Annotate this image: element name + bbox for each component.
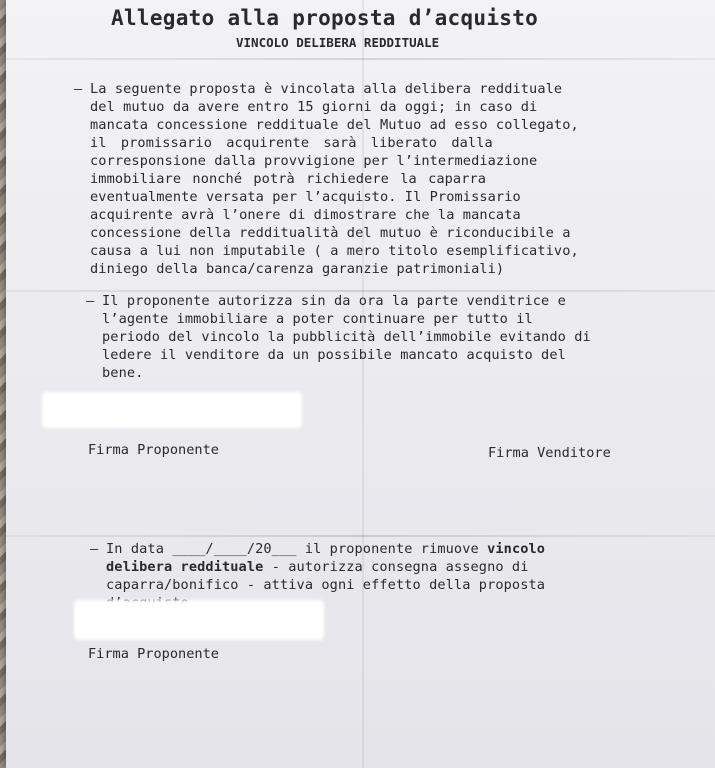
bold-text: delibera reddituale xyxy=(106,559,264,575)
paper-fold xyxy=(6,58,715,60)
bullet-marker: – xyxy=(90,541,99,557)
paragraph-line: immobiliare nonché potrà richiedere la caparra xyxy=(90,171,487,187)
paragraph-line: periodo del vincolo la pubblicità dell’immobile evitando di xyxy=(102,329,591,345)
date-clause-text: In data ____/____/20___ il proponente rimuove xyxy=(106,541,479,557)
signature-label-proponent: Firma Proponente xyxy=(88,442,219,458)
redacted-signature xyxy=(74,600,324,640)
paragraph-line: concessione della redditualità del mutuo è riconducibile a xyxy=(90,225,571,241)
paper-fold xyxy=(6,290,715,292)
paragraph-line: eventualmente versata per l’acquisto. Il Promissario xyxy=(90,189,521,205)
paragraph-line: caparra/bonifico - attiva ogni effetto della proposta xyxy=(106,577,546,593)
bold-text: vincolo xyxy=(487,541,546,557)
bullet-marker: – xyxy=(74,81,83,97)
paragraph-line: del mutuo da avere entro 15 giorni da oggi; in caso di xyxy=(90,99,538,115)
paragraph-line: diniego della banca/carenza garanzie patrimoniali) xyxy=(90,261,505,277)
document-title: Allegato alla proposta d’acquisto xyxy=(111,6,539,30)
paragraph-line: La seguente proposta è vincolata alla delibera reddituale xyxy=(90,81,563,97)
paragraph-line: corresponsione dalla provvigione per l’intermediazione xyxy=(90,153,538,169)
clause-text: - autorizza consegna assegno di xyxy=(263,559,529,575)
signature-label-seller: Firma Venditore xyxy=(488,445,611,461)
signature-label-proponent: Firma Proponente xyxy=(88,646,219,662)
paragraph-line: mancata concessione reddituale del Mutuo ad esso collegato, xyxy=(90,117,579,133)
paragraph-line: causa a lui non imputabile ( a mero titolo esemplificativo, xyxy=(90,243,579,259)
paragraph-line: Il proponente autorizza sin da ora la parte venditrice e xyxy=(102,293,566,309)
paragraph-line: bene. xyxy=(102,365,144,381)
document-subtitle: VINCOLO DELIBERA REDDITUALE xyxy=(236,35,440,50)
paragraph-line: acquirente avrà l’onere di dimostrare che la mancata xyxy=(90,207,521,223)
paragraph-line: l’agente immobiliare a poter continuare per tutto il xyxy=(102,311,533,327)
paper-sheet xyxy=(6,0,715,768)
paragraph-line: il promissario acquirente sarà liberato dalla xyxy=(90,135,493,151)
paragraph-line: ledere il venditore da un possibile mancato acquisto del xyxy=(102,347,566,363)
paragraph-line xyxy=(106,559,529,575)
redacted-signature xyxy=(42,392,302,428)
paper-fold xyxy=(362,0,364,768)
paragraph-line xyxy=(106,541,545,557)
paper-fold xyxy=(6,535,715,537)
bullet-marker: – xyxy=(86,293,95,309)
